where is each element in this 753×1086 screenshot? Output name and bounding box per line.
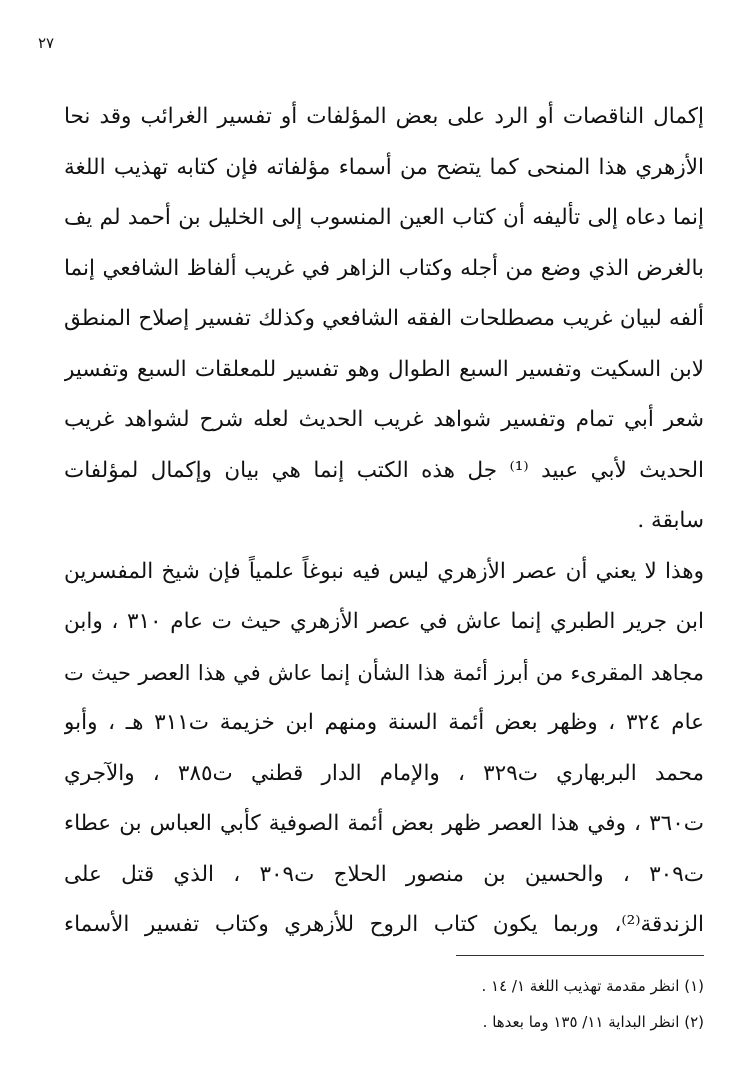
text-line: ت٣٦٠ ، وفي هذا العصر ظهر بعض أئمة الصوفية كأبي العباس بن عطاء <box>64 811 704 836</box>
text-line: وهذا لا يعني أن عصر الأزهري ليس فيه نبوغاً علمياً فإن شيخ المفسرين <box>64 558 704 584</box>
text-line: إنما دعاه إلى تأليفه أن كتاب العين المنسوب إلى الخليل بن أحمد لم يف <box>64 205 704 230</box>
body-text <box>64 92 704 951</box>
text-line: شعر أبي تمام وتفسير شواهد غريب الحديث لعله شرح لشواهد غريب <box>64 407 704 432</box>
text-line: محمد البربهاري ت٣٢٩ ، والإمام الدار قطني ت٣٨٥ ، والآجري <box>64 760 704 786</box>
text-line: بالغرض الذي وضع من أجله وكتاب الزاهر في غريب ألفاظ الشافعي إنما <box>64 255 704 281</box>
text-line: الحديث لأبي عبيد ⁽¹⁾ جل هذه الكتب إنما هي بيان وإكمال لمؤلفات <box>64 457 704 483</box>
footnote-2: (٢) انظر البداية ١١/ ١٣٥ وما بعدها . <box>482 1013 704 1031</box>
text-line: مجاهد المقرىء من أبرز أئمة هذا الشأن إنما عاش في هذا العصر حيث ت <box>64 660 704 685</box>
footnotes <box>64 968 704 1040</box>
text-line: ابن جرير الطبري إنما عاش في عصر الأزهري حيث ت عام ٣١٠ ، وابن <box>64 609 704 634</box>
footnote-divider <box>456 955 704 956</box>
footnote-1: (١) انظر مقدمة تهذيب اللغة ١/ ١٤ . <box>481 977 704 995</box>
text-line: ت٣٠٩ ، والحسين بن منصور الحلاج ت٣٠٩ ، الذي قتل على <box>64 861 704 887</box>
text-line: الأزهري هذا المنحى كما يتضح من أسماء مؤلفاته فإن كتابه تهذيب اللغة <box>64 154 704 180</box>
page-number: ٢٧ <box>38 34 55 52</box>
text-line: ألفه لبيان غريب مصطلحات الفقه الشافعي وكذلك تفسير إصلاح المنطق <box>64 306 704 331</box>
text-line: لابن السكيت وتفسير السبع الطوال وهو تفسير للمعلقات السبع وتفسير <box>64 356 704 382</box>
text-line: الزندقة⁽²⁾، وربما يكون كتاب الروح للأزهري وكتاب تفسير الأسماء <box>64 912 704 937</box>
text-line: إكمال الناقصات أو الرد على بعض المؤلفات أو تفسير الغرائب وقد نحا <box>64 104 704 129</box>
text-line: عام ٣٢٤ ، وظهر بعض أئمة السنة ومنهم ابن خزيمة ت٣١١ هـ ، وأبو <box>64 710 704 735</box>
paragraph-end-line: سابقة . <box>637 508 704 533</box>
